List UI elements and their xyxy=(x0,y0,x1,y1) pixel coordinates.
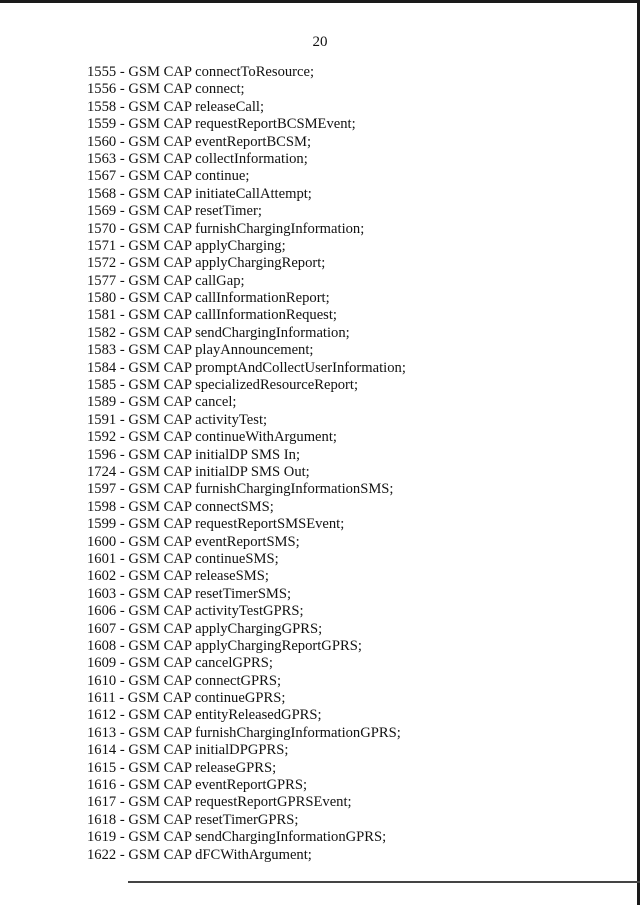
list-item: 1617 - GSM CAP requestReportGPRSEvent; xyxy=(87,794,352,811)
bottom-border-rule xyxy=(128,881,640,883)
list-item: 1610 - GSM CAP connectGPRS; xyxy=(87,672,282,689)
list-item: 1567 - GSM CAP continue; xyxy=(87,168,250,185)
list-item: 1577 - GSM CAP callGap; xyxy=(87,272,245,289)
list-item: 1596 - GSM CAP initialDP SMS In; xyxy=(87,446,300,463)
list-item: 1615 - GSM CAP releaseGPRS; xyxy=(87,759,277,776)
list-item: 1603 - GSM CAP resetTimerSMS; xyxy=(87,585,292,602)
entry-list xyxy=(87,64,406,864)
list-item: 1585 - GSM CAP specializedResourceReport; xyxy=(87,377,359,394)
list-item: 1572 - GSM CAP applyChargingReport; xyxy=(87,255,326,272)
list-item: 1619 - GSM CAP sendChargingInformationGPRS; xyxy=(87,829,387,846)
list-item: 1560 - GSM CAP eventReportBCSM; xyxy=(87,133,312,150)
list-item: 1580 - GSM CAP callInformationReport; xyxy=(87,290,330,307)
list-item: 1563 - GSM CAP collectInformation; xyxy=(87,150,308,167)
list-item: 1616 - GSM CAP eventReportGPRS; xyxy=(87,777,308,794)
list-item: 1555 - GSM CAP connectToResource; xyxy=(87,64,315,80)
list-item: 1589 - GSM CAP cancel; xyxy=(87,394,237,411)
list-item: 1571 - GSM CAP applyCharging; xyxy=(87,237,286,254)
list-item: 1598 - GSM CAP connectSMS; xyxy=(87,498,274,515)
list-item: 1568 - GSM CAP initiateCallAttempt; xyxy=(87,185,312,202)
list-item: 1599 - GSM CAP requestReportSMSEvent; xyxy=(87,516,345,533)
list-item: 1591 - GSM CAP activityTest; xyxy=(87,411,268,428)
list-item: 1724 - GSM CAP initialDP SMS Out; xyxy=(87,463,310,480)
list-item: 1584 - GSM CAP promptAndCollectUserInformation; xyxy=(87,359,406,376)
list-item: 1622 - GSM CAP dFCWithArgument; xyxy=(87,846,312,863)
list-item: 1592 - GSM CAP continueWithArgument; xyxy=(87,429,337,446)
list-item: 1559 - GSM CAP requestReportBCSMEvent; xyxy=(87,116,356,133)
list-item: 1581 - GSM CAP callInformationRequest; xyxy=(87,307,337,324)
list-item: 1597 - GSM CAP furnishChargingInformationSMS; xyxy=(87,481,394,498)
list-item: 1570 - GSM CAP furnishChargingInformation; xyxy=(87,220,365,237)
list-item: 1608 - GSM CAP applyChargingReportGPRS; xyxy=(87,637,362,654)
list-item: 1609 - GSM CAP cancelGPRS; xyxy=(87,655,273,672)
list-item: 1582 - GSM CAP sendChargingInformation; xyxy=(87,324,350,341)
page-number: 20 xyxy=(312,34,328,50)
list-item: 1601 - GSM CAP continueSMS; xyxy=(87,550,279,567)
list-item: 1606 - GSM CAP activityTestGPRS; xyxy=(87,603,304,620)
list-item: 1556 - GSM CAP connect; xyxy=(87,81,245,98)
list-item: 1612 - GSM CAP entityReleasedGPRS; xyxy=(87,707,322,724)
list-item: 1558 - GSM CAP releaseCall; xyxy=(87,98,264,115)
list-item: 1613 - GSM CAP furnishChargingInformationGPRS; xyxy=(87,724,401,741)
list-item: 1602 - GSM CAP releaseSMS; xyxy=(87,568,269,585)
list-item: 1618 - GSM CAP resetTimerGPRS; xyxy=(87,811,299,828)
list-item: 1600 - GSM CAP eventReportSMS; xyxy=(87,533,300,550)
list-item: 1607 - GSM CAP applyChargingGPRS; xyxy=(87,620,323,637)
list-item: 1611 - GSM CAP continueGPRS; xyxy=(87,690,286,707)
list-item: 1569 - GSM CAP resetTimer; xyxy=(87,203,262,220)
list-item: 1583 - GSM CAP playAnnouncement; xyxy=(87,342,314,359)
list-item: 1614 - GSM CAP initialDPGPRS; xyxy=(87,742,289,759)
top-border-rule xyxy=(0,0,640,3)
